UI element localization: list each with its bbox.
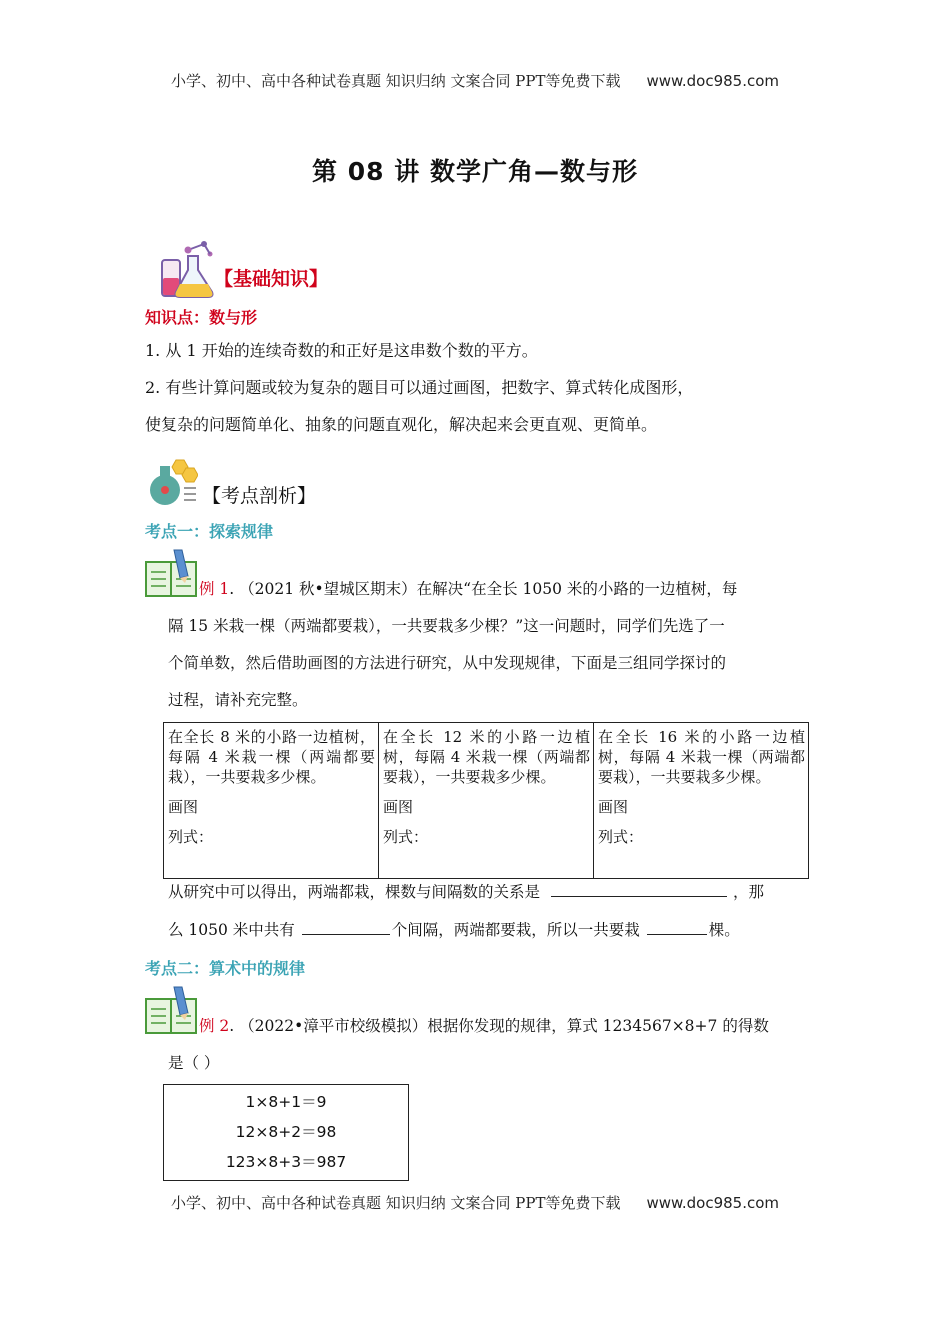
exploration-table — [163, 722, 809, 879]
kp1-line4: 过程，请补充完整。 — [168, 691, 308, 709]
answer-blank-trees[interactable] — [647, 916, 707, 935]
kp2-line1 — [199, 1008, 769, 1045]
cell-question: 在全长 16 米的小路一边植树，每隔 4 米栽一棵（两端都要栽），一共要栽多少棵。 — [598, 728, 805, 786]
cell-question: 在全长 12 米的小路一边植树，每隔 4 米栽一棵（两端都要栽），一共要栽多少棵。 — [383, 728, 590, 786]
pattern-line-1: 1×8+1＝9 — [245, 1093, 327, 1111]
cell-formula-label: 列式： — [168, 828, 214, 846]
conclusion-text-d: 个间隔，两端都要栽，所以一共要栽 — [391, 921, 640, 939]
table-cell-group-1 — [164, 723, 379, 879]
header-text: 小学、初中、高中各种试卷真题 知识归纳 文案合同 PPT等免费下载 — [170, 72, 621, 90]
footer-text: 小学、初中、高中各种试卷真题 知识归纳 文案合同 PPT等免费下载 — [170, 1194, 621, 1212]
cell-question: 在全长 8 米的小路一边植树，每隔 4 米栽一棵（两端都要栽），一共要栽多少棵。 — [168, 728, 375, 786]
book-pencil-icon — [144, 985, 198, 1035]
conclusion-text-b: ，那 — [732, 883, 764, 901]
kp2-line2: 是（ ） — [168, 1054, 220, 1072]
conclusion-text-a: 从研究中可以得出，两端都栽，棵数与间隔数的关系是 — [168, 883, 541, 901]
header-site[interactable]: www.doc985.com — [646, 72, 780, 90]
knowledge-point-title: 知识点：数与形 — [145, 308, 258, 327]
section-analysis-label: 【考点剖析】 — [202, 485, 317, 507]
pattern-box — [163, 1084, 409, 1181]
conclusion-text-e: 棵。 — [708, 921, 740, 939]
knowledge-point-2-line2: 使复杂的问题简单化、抽象的问题直观化，解决起来会更直观、更简单。 — [145, 415, 658, 434]
conclusion-text-c: 么 1050 米中共有 — [168, 921, 295, 939]
footer-site[interactable]: www.doc985.com — [646, 1194, 780, 1212]
analysis-icon — [146, 458, 198, 506]
pattern-line-2: 12×8+2＝98 — [235, 1123, 337, 1141]
pattern-line-3: 123×8+3＝987 — [225, 1153, 347, 1171]
kp1-line1 — [199, 571, 737, 608]
cell-formula-label: 列式： — [598, 828, 644, 846]
book-pencil-icon — [144, 548, 198, 598]
page-footer — [0, 1192, 950, 1213]
kp2-title: 考点二：算术中的规律 — [145, 959, 306, 978]
kp1-conclusion-line2 — [168, 912, 740, 949]
cell-draw-label: 画图 — [598, 798, 629, 816]
example-1-number: 例 1 — [199, 580, 230, 598]
kp1-title: 考点一：探索规律 — [145, 522, 274, 541]
table-cell-group-2 — [379, 723, 594, 879]
cell-formula-label: 列式： — [383, 828, 429, 846]
kp1-line2: 隔 15 米栽一棵（两端都要栽），一共要栽多少棵？”这一问题时，同学们先选了一 — [168, 617, 725, 635]
table-row — [164, 723, 809, 879]
lab-flask-icon — [158, 240, 216, 300]
answer-blank-intervals[interactable] — [302, 916, 390, 935]
kp1-line3: 个简单数，然后借助画图的方法进行研究，从中发现规律，下面是三组同学探讨的 — [168, 654, 727, 672]
section-basic-knowledge-label: 【基础知识】 — [214, 268, 329, 290]
example-2-number: 例 2 — [199, 1017, 230, 1035]
page-title: 第 08 讲 数学广角—数与形 — [312, 157, 638, 186]
kp2-line1-text: . （2022•漳平市校级模拟）根据你发现的规律，算式 1234567×8+7 的得数 — [229, 1017, 769, 1035]
cell-draw-label: 画图 — [168, 798, 199, 816]
knowledge-point-1: 1. 从 1 开始的连续奇数的和正好是这串数个数的平方。 — [145, 341, 538, 360]
kp1-line1-text: . （2021 秋•望城区期末）在解决“在全长 1050 米的小路的一边植树，每 — [229, 580, 738, 598]
cell-draw-label: 画图 — [383, 798, 414, 816]
kp1-conclusion-line1 — [168, 874, 764, 911]
table-cell-group-3 — [594, 723, 809, 879]
page-header — [0, 70, 950, 91]
answer-blank-relation[interactable] — [551, 878, 727, 897]
knowledge-point-2-line1: 2. 有些计算问题或较为复杂的题目可以通过画图，把数字、算式转化成图形， — [145, 378, 694, 397]
